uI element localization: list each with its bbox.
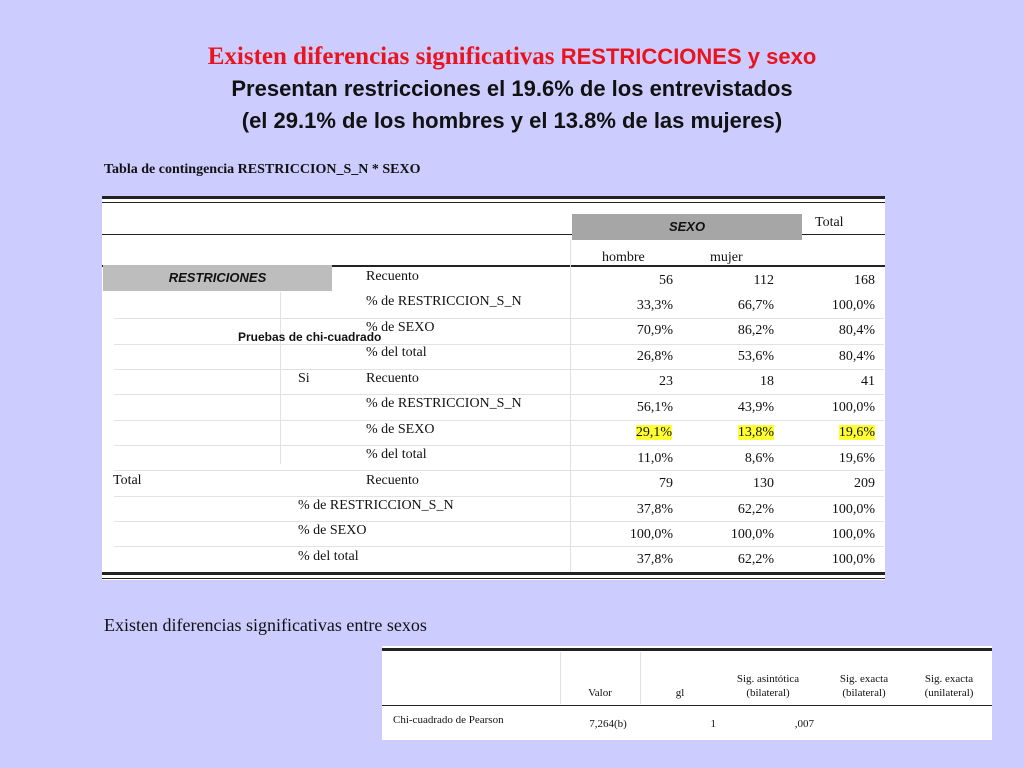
cell-total: 100,0% (831, 527, 875, 542)
cell-total: 41 (861, 374, 875, 389)
cell-mujer: 18 (760, 374, 774, 389)
chi-header-sig-exacta-bilateral: Sig. exacta (bilateral) (839, 673, 889, 699)
row-label: % de RESTRICCION_S_N (366, 294, 522, 309)
table-caption: Tabla de contingencia RESTRICCION_S_N * SEXO (104, 162, 421, 177)
row-label: % de SEXO (298, 523, 367, 538)
cell-hombre: 37,8% (636, 552, 673, 567)
row-label: % del total (298, 549, 359, 564)
cell-total: 19,6% (838, 451, 875, 466)
group-si: Si (298, 371, 310, 386)
total-header: Total (815, 215, 844, 230)
cell-mujer-highlighted: 13,8% (737, 425, 774, 440)
cell-hombre: 56 (659, 273, 673, 288)
cell-mujer: 62,2% (737, 552, 774, 567)
cell-total: 100,0% (831, 552, 875, 567)
chi-row-label: Chi-cuadrado de Pearson (393, 714, 504, 726)
row-label: % de SEXO (366, 320, 435, 335)
group-total: Total (113, 473, 142, 488)
subtitle-line2: (el 29.1% de los hombres y el 13.8% de las mujeres) (241, 108, 783, 133)
row-label: % del total (366, 447, 427, 462)
cell-hombre: 70,9% (636, 323, 673, 338)
row-label: Recuento (366, 473, 419, 488)
row-label: Recuento (366, 269, 419, 284)
cell-hombre: 11,0% (637, 451, 673, 466)
cell-mujer: 8,6% (744, 451, 774, 466)
cell-mujer: 62,2% (737, 502, 774, 517)
sexo-header: SEXO (572, 214, 802, 240)
chi-square-overlay-label: Pruebas de chi-cuadrado (238, 330, 382, 344)
cell-total: 100,0% (831, 298, 875, 313)
row-label: % de SEXO (366, 422, 435, 437)
cell-total: 80,4% (838, 349, 875, 364)
cell-mujer: 130 (753, 476, 774, 491)
chi-header-valor: Valor (588, 687, 612, 699)
cell-hombre: 100,0% (629, 527, 673, 542)
cell-total-highlighted: 19,6% (838, 425, 875, 440)
col-hombre: hombre (602, 250, 645, 265)
cell-total: 168 (854, 273, 875, 288)
cell-hombre: 37,8% (636, 502, 673, 517)
col-mujer: mujer (710, 250, 743, 265)
conclusion-text: Existen diferencias significativas entre sexos (104, 615, 427, 635)
cell-total: 80,4% (838, 323, 875, 338)
row-label: Recuento (366, 371, 419, 386)
chi-header-sig-asint: Sig. asintótica (bilateral) (736, 673, 800, 699)
row-label: % de RESTRICCION_S_N (298, 498, 454, 513)
title-topic: RESTRICCIONES y sexo (560, 44, 817, 69)
table-bottom-rule (102, 572, 885, 575)
chi-header-gl: gl (675, 687, 685, 699)
slide-title (0, 42, 1024, 72)
cell-mujer: 86,2% (737, 323, 774, 338)
cell-hombre: 79 (659, 476, 673, 491)
subtitle-line1: Presentan restricciones el 19.6% de los entrevistados (231, 76, 793, 101)
cell-hombre: 26,8% (636, 349, 673, 364)
chi-row-gl: 1 (710, 718, 716, 730)
cell-total: 100,0% (831, 502, 875, 517)
cell-mujer: 43,9% (737, 400, 774, 415)
title-main: Existen diferencias significativas (207, 43, 555, 70)
chi-row-valor: 7,264(b) (589, 718, 627, 730)
cell-hombre: 56,1% (636, 400, 673, 415)
cell-hombre-highlighted: 29,1% (635, 425, 672, 440)
chi-row-sig: ,007 (794, 718, 814, 730)
cell-mujer: 66,7% (737, 298, 774, 313)
cell-total: 100,0% (831, 400, 875, 415)
cell-hombre: 33,3% (636, 298, 673, 313)
table-top-rule (102, 196, 885, 199)
row-label: % del total (366, 345, 427, 360)
row-label: % de RESTRICCION_S_N (366, 396, 522, 411)
cell-mujer: 100,0% (730, 527, 774, 542)
row-variable-header: RESTRICIONES (103, 265, 332, 291)
cell-mujer: 112 (753, 273, 774, 288)
chi-header-sig-exacta-unilateral: Sig. exacta (unilateral) (924, 673, 974, 699)
cell-total: 209 (854, 476, 875, 491)
cell-hombre: 23 (659, 374, 673, 389)
cell-mujer: 53,6% (737, 349, 774, 364)
